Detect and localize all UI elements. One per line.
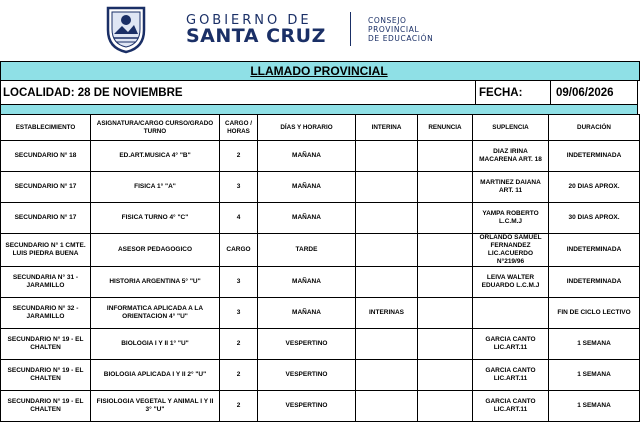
col-duracion: DURACIÓN (549, 115, 640, 141)
cell-cargo: 3 (220, 267, 258, 298)
table-row (1, 141, 640, 172)
cell-horario: MAÑANA (258, 267, 356, 298)
col-establecimiento: ESTABLECIMIENTO (1, 115, 91, 141)
cell-suplencia: ORLANDO SAMUEL FERNANDEZ LIC.ACUERDO N°219/96 (473, 234, 549, 267)
col-interina: INTERINA (356, 115, 418, 141)
table-row (1, 391, 640, 422)
cell-renuncia (418, 267, 473, 298)
llamados-table (0, 114, 640, 422)
cell-suplencia: GARCIA CANTO LIC.ART.11 (473, 360, 549, 391)
cell-suplencia: DIAZ IRINA MACARENA ART. 18 (473, 141, 549, 172)
cell-establecimiento: SECUNDARIO N° 19 - EL CHALTEN (1, 329, 91, 360)
table-row (1, 329, 640, 360)
table-row (1, 234, 640, 267)
col-renuncia: RENUNCIA (418, 115, 473, 141)
cell-horario: TARDE (258, 234, 356, 267)
cell-suplencia: GARCIA CANTO LIC.ART.11 (473, 329, 549, 360)
cell-renuncia (418, 360, 473, 391)
cell-interina (356, 267, 418, 298)
cell-renuncia (418, 172, 473, 203)
separator-band (0, 105, 638, 114)
cell-asignatura: HISTORIA ARGENTINA 5° "U" (91, 267, 220, 298)
consejo-line-1: CONSEJO (368, 16, 407, 25)
localidad-label: LOCALIDAD: 28 DE NOVIEMBRE (3, 87, 183, 99)
page-title: LLAMADO PROVINCIAL (250, 64, 388, 78)
cell-duracion: INDETERMINADA (549, 234, 640, 267)
cell-cargo: 3 (220, 298, 258, 329)
consejo-line-2: PROVINCIAL (368, 25, 420, 34)
cell-establecimiento: SECUNDARIO N° 17 (1, 172, 91, 203)
cell-duracion: 20 DIAS APROX. (549, 172, 640, 203)
col-cargo-horas: CARGO / HORAS (220, 115, 258, 141)
cell-cargo: 2 (220, 391, 258, 422)
col-asignatura: ASIGNATURA/CARGO CURSO/GRADO TURNO (91, 115, 220, 141)
cell-cargo: 4 (220, 203, 258, 234)
cell-asignatura: ED.ART.MUSICA 4° "B" (91, 141, 220, 172)
cell-duracion: INDETERMINADA (549, 267, 640, 298)
col-suplencia: SUPLENCIA (473, 115, 549, 141)
province-name: SANTA CRUZ (186, 25, 326, 47)
cell-asignatura: BIOLOGIA APLICADA I Y II 2° "U" (91, 360, 220, 391)
table-row (1, 203, 640, 234)
cell-horario: VESPERTINO (258, 329, 356, 360)
cell-horario: MAÑANA (258, 298, 356, 329)
cell-asignatura: FISICA TURNO 4° "C" (91, 203, 220, 234)
cell-cargo: 3 (220, 172, 258, 203)
cell-renuncia (418, 329, 473, 360)
cell-horario: MAÑANA (258, 141, 356, 172)
cell-renuncia (418, 298, 473, 329)
cell-horario: VESPERTINO (258, 391, 356, 422)
cell-duracion: 1 SEMANA (549, 391, 640, 422)
cell-suplencia: LEIVA WALTER EDUARDO L.C.M.J (473, 267, 549, 298)
cell-interina (356, 141, 418, 172)
cell-horario: MAÑANA (258, 203, 356, 234)
header-divider (350, 12, 351, 46)
cell-duracion: 30 DIAS APROX. (549, 203, 640, 234)
cell-establecimiento: SECUNDARIO N° 17 (1, 203, 91, 234)
cell-duracion: 1 SEMANA (549, 360, 640, 391)
fecha-value: 09/06/2026 (556, 87, 614, 99)
gobierno-label: GOBIERNO DE (186, 13, 312, 28)
cell-asignatura: FISIOLOGIA VEGETAL Y ANIMAL I Y II 3° "U" (91, 391, 220, 422)
cell-interina (356, 329, 418, 360)
cell-renuncia (418, 234, 473, 267)
cell-interina: INTERINAS (356, 298, 418, 329)
cell-renuncia (418, 141, 473, 172)
cell-establecimiento: SECUNDARIO N° 18 (1, 141, 91, 172)
cell-asignatura: BIOLOGIA I Y II 1° "U" (91, 329, 220, 360)
cell-interina (356, 391, 418, 422)
cell-establecimiento: SECUNDARIO N° 19 - EL CHALTEN (1, 391, 91, 422)
consejo-label (368, 16, 433, 43)
cell-duracion: FIN DE CICLO LECTIVO (549, 298, 640, 329)
cell-cargo: 2 (220, 141, 258, 172)
fecha-label: FECHA: (475, 81, 551, 105)
cell-renuncia (418, 203, 473, 234)
cell-interina (356, 172, 418, 203)
cell-interina (356, 203, 418, 234)
cell-duracion: INDETERMINADA (549, 141, 640, 172)
cell-horario: VESPERTINO (258, 360, 356, 391)
cell-asignatura: FISICA 1° "A" (91, 172, 220, 203)
title-container (0, 62, 638, 80)
cell-establecimiento: SECUNDARIA N° 31 - JARAMILLO (1, 267, 91, 298)
cell-renuncia (418, 391, 473, 422)
provincial-seal-icon (104, 4, 148, 54)
cell-horario: MAÑANA (258, 172, 356, 203)
cell-interina (356, 360, 418, 391)
cell-suplencia: YAMPA ROBERTO L.C.M.J (473, 203, 549, 234)
table-row (1, 172, 640, 203)
table-header-row (1, 115, 640, 141)
cell-cargo: CARGO (220, 234, 258, 267)
cell-suplencia: GARCIA CANTO LIC.ART.11 (473, 391, 549, 422)
cell-establecimiento: SECUNDARIO N° 19 - EL CHALTEN (1, 360, 91, 391)
col-dias-horario: DÍAS Y HORARIO (258, 115, 356, 141)
cell-suplencia: MARTINEZ DAIANA ART. 11 (473, 172, 549, 203)
cell-interina (356, 234, 418, 267)
cell-duracion: 1 SEMANA (549, 329, 640, 360)
cell-establecimiento: SECUNDARIO N° 1 CMTE. LUIS PIEDRA BUENA (1, 234, 91, 267)
table-row (1, 298, 640, 329)
header (0, 0, 640, 60)
cell-cargo: 2 (220, 329, 258, 360)
cell-asignatura: INFORMATICA APLICADA A LA ORIENTACION 4° "U" (91, 298, 220, 329)
consejo-line-3: DE EDUCACIÓN (368, 34, 434, 43)
table-row (1, 267, 640, 298)
info-row (0, 81, 638, 105)
cell-suplencia (473, 298, 549, 329)
cell-cargo: 2 (220, 360, 258, 391)
table-row (1, 360, 640, 391)
cell-asignatura: ASESOR PEDAGOGICO (91, 234, 220, 267)
cell-establecimiento: SECUNDARIO N° 32 - JARAMILLO (1, 298, 91, 329)
